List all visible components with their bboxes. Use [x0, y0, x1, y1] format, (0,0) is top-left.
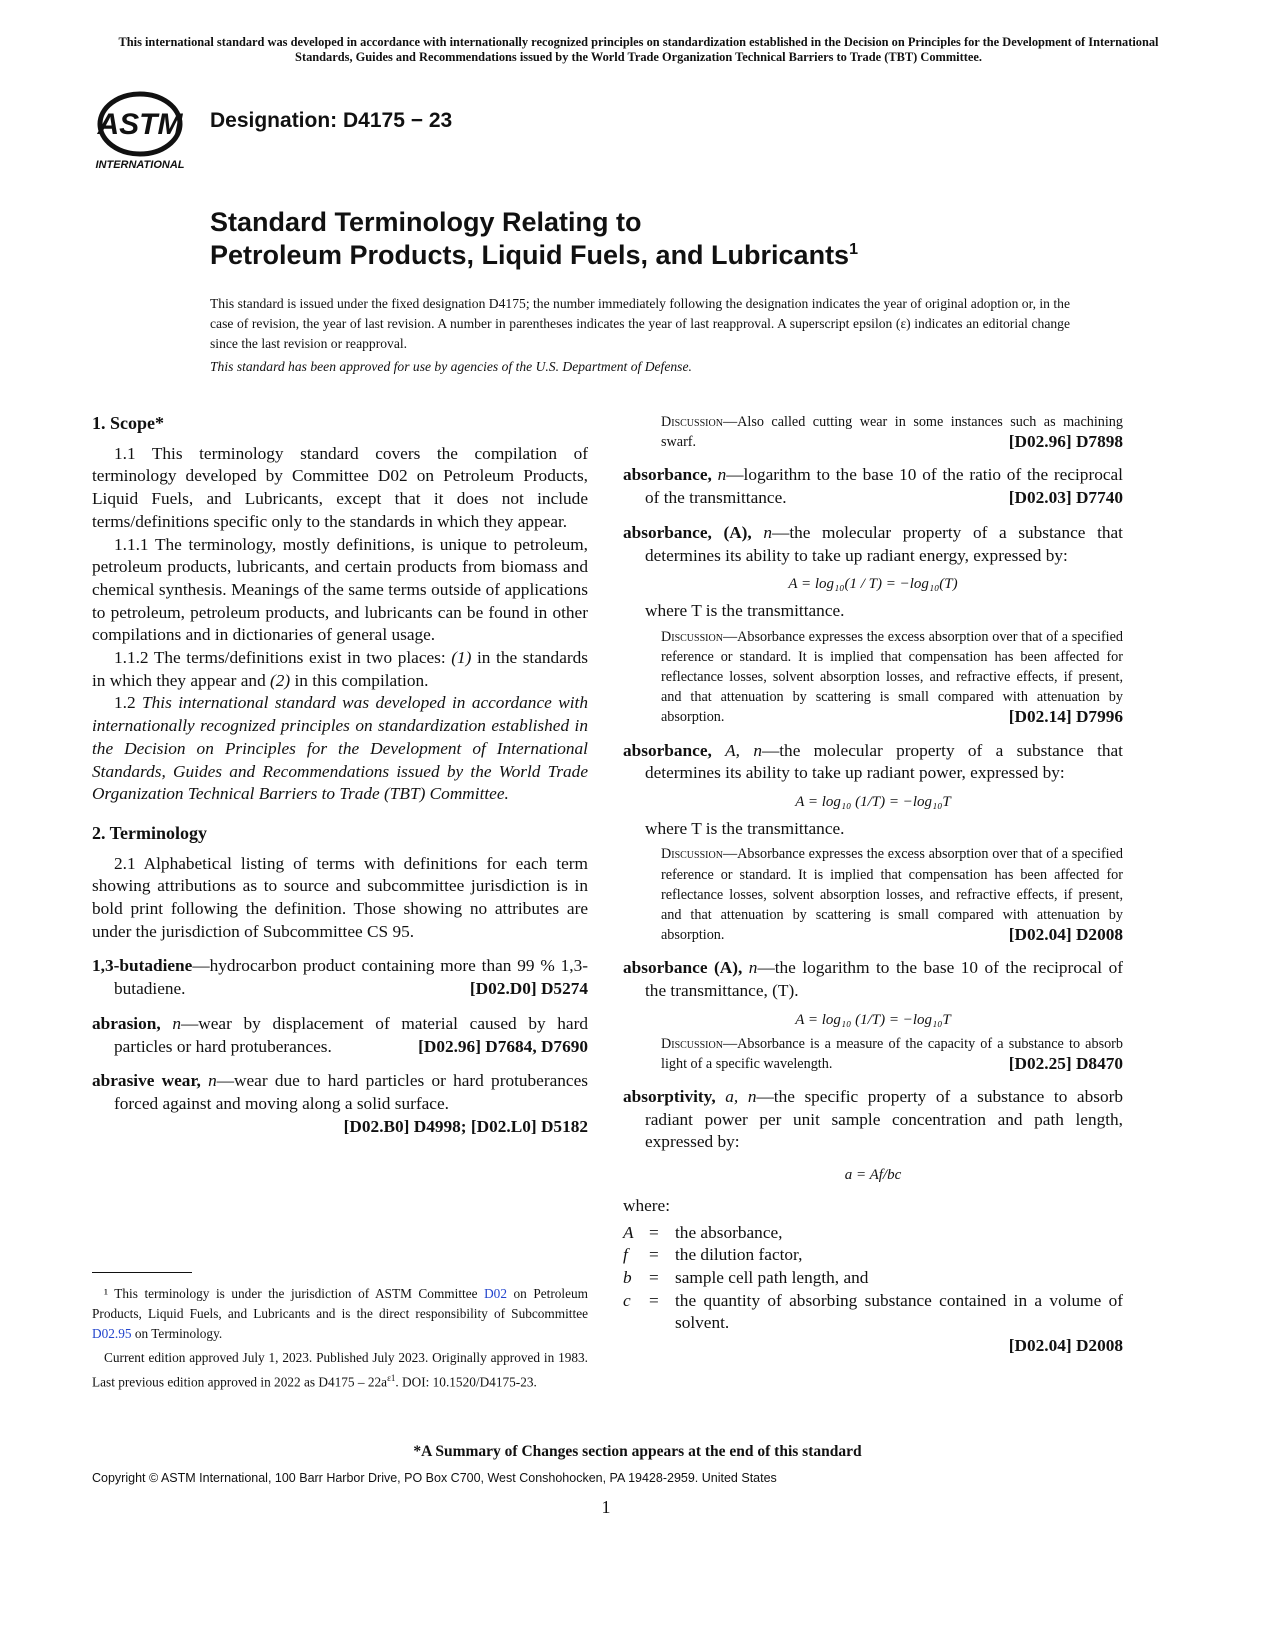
footnote-2: Current edition approved July 1, 2023. Published July 2023. Originally approved in 1983. Last previous edition approved in 2022 as $D4175 - 22a^{\varepsilon 1}$. DOI: 10.1520/D4175-23. [92, 1350, 588, 1390]
logo-letters: ASTM [97, 108, 183, 141]
discussion-note: Discussion—Also called cutting wear in some instances such as machining swarf. [D02.96] D7898 [661, 414, 1123, 452]
variable-row: A = the absorbance, [623, 1222, 783, 1242]
attribution: [D02.04] D2008 [1008, 1336, 1123, 1356]
footnote-1: ¹ This terminology is under the jurisdiction of ASTM Committee D02 on Petroleum Products, Liquid Fuels, and Lubricants and is the direct responsibility of Subcommittee D02.95 on Terminology. [92, 1286, 588, 1341]
footnote-rule [92, 1272, 192, 1273]
where-line: where T is the transmittance. [645, 600, 845, 620]
para-1-1: 1.1 This terminology standard covers the compilation of terminology developed by Committee D02 on Petroleum Products, Liquid Fuels, and Lubricants, except that it does not include terms/definitions specific only to the standards in which they appear. [92, 443, 588, 531]
discussion-note: Discussion—Absorbance expresses the excess absorption over that of a specified reference or standard. It is implied that compensation has been affected for reflectance losses, solvent absorption losses, and refractive effects, if present, and that attenuation by scattering is small compared with attenuation by absorption. [D02.04] D2008 [661, 846, 1123, 945]
definition-entry: absorbance (A), n—the logarithm to the base 10 of the reciprocal of the transmittance, (T). [623, 958, 1123, 1001]
para-1-1-1: 1.1.1 The terminology, mostly definitions, is unique to petroleum, petroleum products, lubricants, and certain products from biomass and chemical synthesis. Meanings of the same terms outside of applications to petroleum, petroleum products, and lubricants can be found in other compilations and in dictionaries of general usage. [92, 534, 588, 645]
definition-entry: absorptivity, a, n—the specific property of a substance to absorb radiant power per unit sample concentration and path length, expressed by: [623, 1086, 1123, 1152]
title-footnote-mark: 1 [849, 241, 858, 258]
title-line-1: Standard Terminology Relating to [210, 207, 642, 237]
definition-entry: absorbance, A, n—the molecular property of a substance that determines its ability to take up radiant power, expressed by: [623, 740, 1123, 783]
page-title [210, 206, 858, 272]
para-1-1-2: 1.1.2 The terms/definitions exist in two places: (1) in the standards in which they appear and (2) in this compilation. [92, 648, 588, 690]
definition-entry: absorbance, (A), n—the molecular property of a substance that determines its ability to take up radiant energy, expressed by: [623, 522, 1123, 565]
link-d02[interactable]: D02 [484, 1286, 507, 1301]
variable-row: b = sample cell path length, and [623, 1267, 869, 1287]
discussion-note: Discussion—Absorbance expresses the excess absorption over that of a specified reference or standard. It is implied that compensation has been affected for reflectance losses, solvent absorption losses, and refractive effects, if present, and that attenuation by scattering is small compared with attenuation by absorption. [D02.14] D7996 [661, 628, 1123, 727]
link-d02-95[interactable]: D02.95 [92, 1326, 132, 1341]
discussion-note: Discussion—Absorbance is a measure of the capacity of a substance to absorb light of a specific wavelength. [D02.25] D8470 [661, 1035, 1123, 1073]
standard-note: This standard is issued under the fixed designation D4175; the number immediately following the designation indicates the year of original adoption or, in the case of revision, the year of last revision. A number in parentheses indicates the year of last reapproval. A superscript epsilon (ε) indicates an editorial change since the last revision or reapproval. [210, 296, 1070, 351]
variable-row: f = the dilution factor, [623, 1245, 803, 1265]
where-label: where: [623, 1195, 671, 1215]
page-number: 1 [601, 1497, 611, 1517]
top-notice: This international standard was developed in accordance with internationally recognized principles on standardization established in the Decision on Principles for the Development of International Standards, Guides and Recommendations issued by the World Trade Organization Technical Barriers to Trade (TBT) Committee. [118, 35, 1159, 64]
equation: A = log₁₀ (1/T) = −log₁₀T [795, 1011, 951, 1028]
logo-subtitle: INTERNATIONAL [95, 159, 185, 171]
astm-logo [90, 88, 190, 173]
para-2-1: 2.1 Alphabetical listing of terms with definitions for each term showing attributions as to source and subcommittee jurisdiction is in bold print following the definition. Those showing no attributes are under the jurisdiction of Subcommittee CS 95. [92, 853, 588, 941]
variable-list [623, 1222, 1123, 1336]
dod-note: This standard has been approved for use by agencies of the U.S. Department of Defense. [210, 359, 692, 374]
definition-entry: absorbance, n—logarithm to the base 10 of the ratio of the reciprocal of the transmittance. [D02.03] D7740 [623, 465, 1123, 508]
para-1-2: 1.2 This international standard was developed in accordance with internationally recognized principles on standardization established in the Decision on Principles for the Development of International Standards, Guides and Recommendations issued by the World Trade Organization Technical Barriers to Trade (TBT) Committee. [92, 693, 588, 804]
copyright: Copyright © ASTM International, 100 Barr Harbor Drive, PO Box C700, West Conshohocken, PA 19428-2959. United States [92, 1471, 777, 1485]
where-line: where T is the transmittance. [645, 818, 845, 838]
definition-entry: abrasion, n—wear by displacement of material caused by hard particles or hard protuberances. [D02.96] D7684, D7690 [92, 1013, 588, 1056]
summary-note: *A Summary of Changes section appears at the end of this standard [413, 1443, 862, 1460]
left-column [92, 412, 588, 1138]
footnotes [92, 1284, 588, 1392]
definition-entry: 1,3-butadiene—hydrocarbon product containing more than 99 % 1,3-butadiene. [D02.D0] D5274 [92, 956, 588, 999]
equation: a = Af/bc [844, 1167, 902, 1184]
scope-heading: 1. Scope* [92, 413, 164, 433]
terminology-heading: 2. Terminology [92, 822, 208, 843]
variable-row: c = the quantity of absorbing substance contained in a volume of solvent. [623, 1290, 1123, 1333]
equation: A = log₁₀(1 / T) = −log₁₀(T) [788, 576, 958, 593]
equation: A = log₁₀ (1/T) = −log₁₀T [795, 794, 951, 811]
designation: Designation: D4175 − 23 [210, 109, 453, 132]
title-line-2: Petroleum Products, Liquid Fuels, and Lubricants$^1$ [210, 240, 858, 270]
definition-entry: abrasive wear, n—wear due to hard particles or hard protuberances forced against and moving along a solid surface. [D02.B0] D4998; [D02.L0] D5182 [92, 1071, 588, 1136]
right-column [623, 412, 1123, 1358]
